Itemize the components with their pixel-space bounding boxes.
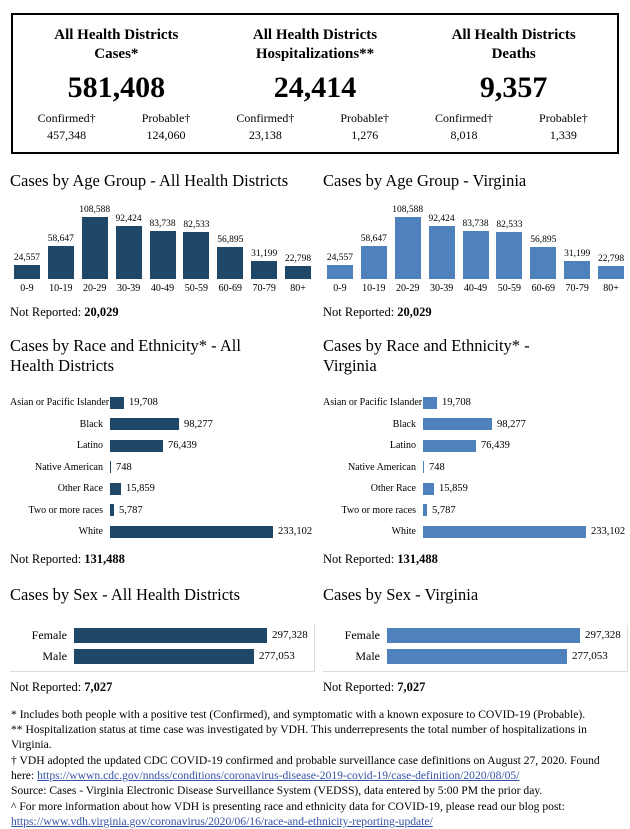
category-label: 80+ [603,282,619,294]
card-title [17,26,216,64]
bar [327,265,353,279]
category-label: Latino [76,440,103,452]
footnote-line [11,753,619,784]
chart-title: Cases by Age Group - All Health Districts [10,170,289,190]
chart-age-virginia [321,171,630,320]
bar-column [459,219,493,295]
bar-value-label: 31,199 [564,248,591,259]
age-chart-plot [10,203,315,295]
footnote-line [11,707,619,722]
bar [496,232,522,279]
not-reported-line [10,552,315,567]
bar-value-label: 19,708 [442,397,471,409]
not-reported-line [10,305,315,320]
not-reported-label: Not Reported: [10,551,82,566]
sex-chart-plot [10,625,315,672]
card-title [414,26,613,64]
bar-column [323,253,357,295]
bar [530,247,556,279]
category-label: 70-79 [565,282,589,294]
category-label: Male [355,648,380,663]
hospitalizations-total: 24,414 [273,71,357,105]
charts-grid [0,158,630,695]
footnote-text: ^ For more information about how VDH is presenting race and ethnicity data for COVID-19, please read our blog post: [11,799,565,813]
not-reported-label: Not Reported: [10,679,82,694]
category-label: 30-39 [116,282,141,294]
category-label: 60-69 [218,282,242,294]
bar-row [323,478,628,500]
probable-label: Probable† [340,111,390,126]
category-label: 20-29 [396,282,420,294]
footnote-line [11,783,619,798]
bar-value-label: 76,439 [481,440,510,452]
bar-row [323,646,627,667]
bar [110,526,273,538]
bar [48,246,74,279]
chart-title: Cases by Sex - Virginia [323,584,479,604]
bar [361,246,387,279]
bar [74,628,267,643]
bar [82,217,108,279]
bar [423,440,476,452]
bar-value-label: 83,738 [149,218,176,229]
probable-label: Probable† [539,111,588,126]
bar [463,231,489,279]
probable-block [315,110,414,142]
card-title-line1: All Health Districts [252,27,378,43]
bar-column [281,254,315,295]
bar-value-label: 31,199 [251,248,278,259]
confirmed-value: 23,138 [248,127,282,142]
category-label: Other Race [57,483,103,495]
bar [423,483,434,495]
bar-value-label: 297,328 [585,629,621,642]
bar-value-label: 98,277 [184,418,213,430]
bar-row [323,414,628,436]
category-label: Black [392,418,416,430]
bar-column [357,234,391,295]
bar [598,266,624,279]
bar-row [10,414,315,436]
footnote-text: † VDH adopted the updated CDC COVID-19 confirmed and probable surveillance case definitions on August 27, 2020. Found here: [11,753,600,782]
footnotes [0,695,630,829]
bar [110,397,124,409]
bar-value-label: 82,533 [496,219,523,230]
confirmed-block [17,110,116,142]
not-reported-label: Not Reported: [10,304,82,319]
chart-sex-all-districts [8,585,321,695]
footnote-line [11,799,619,829]
confirmed-value: 8,018 [450,127,478,142]
summary-card-hospitalizations [216,26,415,143]
footnote-link[interactable]: https://www.vdh.virginia.gov/coronavirus/2020/06/16/race-and-ethnicity-reporting-update/ [11,814,433,828]
bar-column [560,249,594,295]
category-label: 20-29 [83,282,107,294]
footnote-text: ** Hospitalization status at time case was investigated by VDH. This underrepresents the total number of hospitalizations in Virginia. [11,723,587,752]
bar-row [10,521,315,543]
bar-value-label: 15,859 [439,483,468,495]
card-sub [216,110,415,142]
bar [423,397,437,409]
bar-value-label: 108,588 [79,204,111,215]
confirmed-label: Confirmed† [435,111,494,126]
bar-column [526,235,560,295]
chart-race-virginia [321,336,630,567]
category-label: Latino [389,440,416,452]
bar [429,226,455,279]
bar [14,265,40,279]
category-label: Other Race [370,483,416,495]
category-label: 40-49 [463,282,488,294]
chart-title: Cases by Race and Ethnicity* - Virginia [323,335,530,375]
category-label: 40-49 [150,282,175,294]
bar [285,266,311,279]
not-reported-label: Not Reported: [323,551,395,566]
bar-row [10,625,314,646]
bar-row [10,435,315,457]
summary-card-cases [17,26,216,143]
bar-value-label: 297,328 [272,629,308,642]
chart-title: Cases by Sex - All Health Districts [10,584,241,604]
not-reported-value: 131,488 [397,551,438,566]
not-reported-value: 20,029 [84,304,119,319]
confirmed-value: 457,348 [47,127,87,142]
category-label: Male [42,648,67,663]
bar-column [112,214,146,295]
bar-value-label: 19,708 [129,397,158,409]
category-label: 70-79 [252,282,276,294]
card-sub [414,110,613,142]
deaths-total: 9,357 [479,71,548,105]
bar-row [10,478,315,500]
cases-total: 581,408 [67,71,166,105]
probable-label: Probable† [141,111,191,126]
chart-sex-virginia [321,585,630,695]
card-title-line1: All Health Districts [451,27,576,43]
footnote-text: * Includes both people with a positive test (Confirmed), and symptomatic with a known exposure to COVID-19 (Probable). [11,707,586,721]
bar-row [323,625,627,646]
category-label: Female [344,627,380,642]
bar-value-label: 108,588 [392,204,424,215]
bar-column [146,219,180,295]
category-label: Black [79,418,103,430]
summary-box [11,13,619,154]
age-chart-plot [323,203,628,295]
category-label: Native American [347,461,416,473]
category-label: White [391,526,416,538]
bar-value-label: 233,102 [278,526,313,538]
bar-row [323,521,628,543]
bar-column [78,205,112,295]
bar-column [213,235,247,295]
bar-row [323,435,628,457]
bar-value-label: 24,557 [13,252,40,263]
bar-value-label: 748 [429,461,445,473]
category-label: Female [31,627,67,642]
bar [423,526,586,538]
bar-value-label: 82,533 [183,219,210,230]
probable-value: 1,339 [549,127,577,142]
card-sub [17,110,216,142]
category-label: Two or more races [28,504,103,516]
bar-row [10,457,315,479]
probable-block [514,110,613,142]
bar-value-label: 58,647 [360,233,387,244]
confirmed-block [216,110,315,142]
not-reported-value: 20,029 [397,304,432,319]
category-label: Asian or Pacific Islander [10,397,110,409]
bar [387,649,567,664]
card-title [216,26,415,64]
bar-value-label: 24,557 [326,252,353,263]
bar [150,231,176,279]
bar-row [10,500,315,522]
bar-value-label: 22,798 [285,253,312,264]
category-label: White [78,526,103,538]
bar [116,226,142,279]
bar [183,232,209,279]
bar [110,440,163,452]
bar-column [247,249,281,295]
category-label: 0-9 [333,282,347,294]
bar-column [10,253,44,295]
bar [110,418,179,430]
bar-row [323,457,628,479]
not-reported-value: 7,027 [84,679,113,694]
bar-column [492,220,526,295]
category-label: Asian or Pacific Islander [323,397,423,409]
chart-age-all-districts [8,171,321,320]
bar [564,261,590,279]
category-label: 80+ [290,282,306,294]
bar-column [425,214,459,295]
bar-value-label: 15,859 [126,483,155,495]
not-reported-value: 131,488 [84,551,125,566]
card-title-line2: Hospitalizations** [255,46,375,63]
bar-column [391,205,425,295]
bar-value-label: 56,895 [530,234,557,245]
bar-column [44,234,78,295]
bar [110,483,121,495]
bar-value-label: 5,787 [432,504,456,516]
bar-row [10,646,314,667]
footnote-text: Source: Cases - Virginia Electronic Disease Surveillance System (VEDSS), data entered by 5:00 PM the prior day. [11,784,543,798]
bar [217,247,243,279]
probable-value: 124,060 [146,127,186,142]
probable-block [116,110,215,142]
footnote-line [11,722,619,753]
bar [423,418,492,430]
bar [251,261,277,279]
bar [387,628,580,643]
footnote-link[interactable]: https://wwwn.cdc.gov/nndss/conditions/coronavirus-disease-2019-covid-19/case-definition/2020/08/05/ [37,768,520,782]
not-reported-line [323,305,628,320]
category-label: Native American [34,461,103,473]
bar-row [323,392,628,414]
race-chart-plot [10,392,315,543]
category-label: 10-19 [49,282,73,294]
race-chart-plot [323,392,628,543]
bar-column [594,254,628,295]
bar-value-label: 56,895 [217,234,244,245]
confirmed-label: Confirmed† [236,111,295,126]
chart-title: Cases by Race and Ethnicity* - All Health Districts [10,335,241,375]
not-reported-label: Not Reported: [323,304,395,319]
bar-value-label: 92,424 [428,213,455,224]
category-label: 50-59 [184,282,209,294]
category-label: 60-69 [531,282,555,294]
not-reported-line [10,680,315,695]
category-label: 0-9 [20,282,34,294]
bar-value-label: 277,053 [259,650,295,663]
bar-value-label: 92,424 [115,213,142,224]
category-label: 10-19 [362,282,386,294]
bar [74,649,254,664]
bar-value-label: 277,053 [572,650,608,663]
not-reported-value: 7,027 [397,679,426,694]
confirmed-label: Confirmed† [37,111,96,126]
bar-value-label: 5,787 [119,504,143,516]
bar [395,217,421,279]
not-reported-line [323,680,628,695]
bar-row [10,392,315,414]
bar-row [323,500,628,522]
card-title-line1: All Health Districts [54,27,179,43]
category-label: 30-39 [429,282,454,294]
bar-value-label: 76,439 [168,440,197,452]
summary-card-deaths [414,26,613,143]
card-title-line2: Deaths [491,46,536,63]
bar-value-label: 98,277 [497,418,526,430]
bar-value-label: 748 [116,461,132,473]
category-label: Two or more races [341,504,416,516]
bar-value-label: 83,738 [462,218,489,229]
chart-race-all-districts [8,336,321,567]
not-reported-label: Not Reported: [323,679,395,694]
bar-column [179,220,213,295]
not-reported-line [323,552,628,567]
sex-chart-plot [323,625,628,672]
probable-value: 1,276 [351,127,379,142]
confirmed-block [414,110,513,142]
chart-title: Cases by Age Group - Virginia [323,170,527,190]
bar-value-label: 233,102 [591,526,626,538]
bar-value-label: 22,798 [598,253,625,264]
bar-value-label: 58,647 [47,233,74,244]
card-title-line2: Cases* [94,46,139,63]
category-label: 50-59 [497,282,522,294]
